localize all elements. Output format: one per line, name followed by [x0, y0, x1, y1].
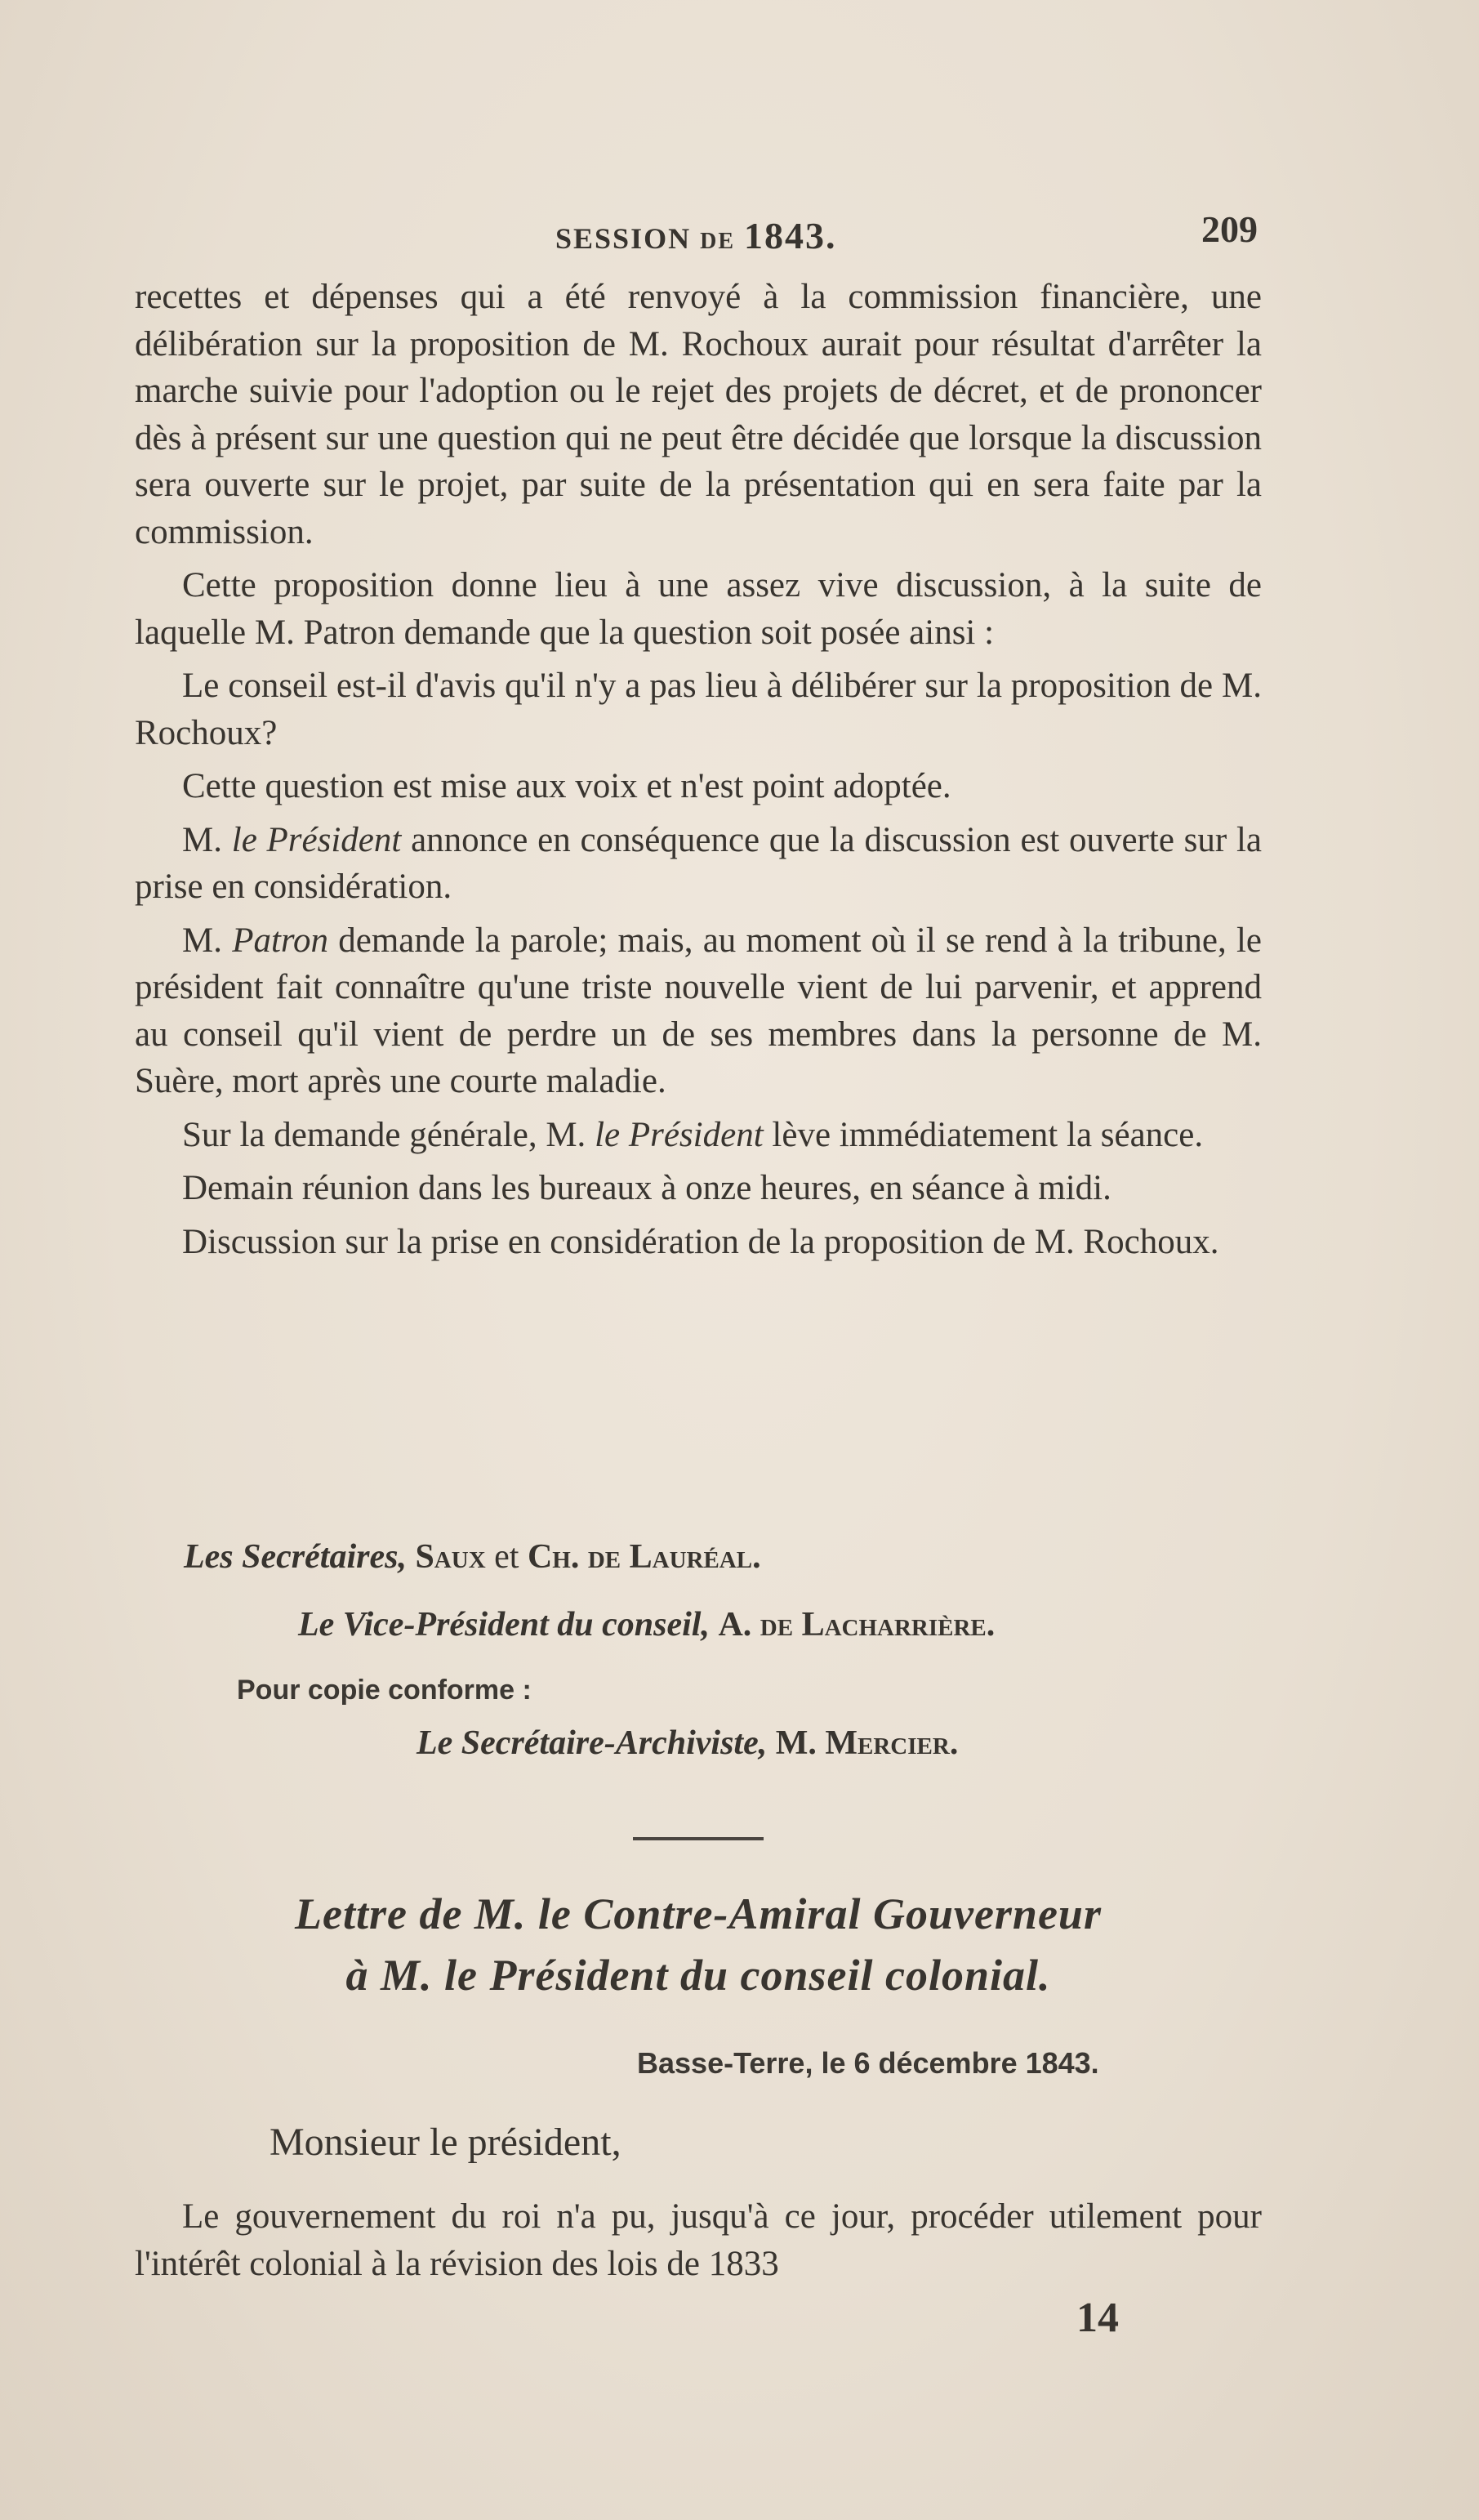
page-number: 209 — [1201, 208, 1258, 250]
letter-paragraph: Le gouvernement du roi n'a pu, jusqu'à ce jour, procéder utilement pour l'intérêt colonial à la révision des lois de 1833 — [135, 2197, 1262, 2283]
paragraph: Discussion sur la prise en considération de la proposition de M. Rochoux. — [182, 1222, 1219, 1261]
text-span: annonce en conséquence que la discussion est ouverte sur la prise en considération. — [135, 820, 1262, 906]
secretaires-name: Saux — [415, 1538, 486, 1576]
italic-name: le Président — [231, 820, 402, 859]
letter-body — [135, 2193, 1262, 2287]
text-span: demande la parole; mais, au moment où il se rend à la tribune, le président fait connaître qu'une triste nouvelle vient de lui parvenir, et apprend au conseil qu'il vient de perdre un de ses membres dans la personne de M. Suère, mort après une courte maladie. — [135, 921, 1262, 1100]
running-title-year: 1843. — [744, 215, 837, 256]
letter-dateline: Basse-Terre, le 6 décembre 1843. — [637, 2046, 1099, 2080]
paragraph: Cette question est mise aux voix et n'est point adoptée. — [182, 767, 951, 805]
running-title — [555, 214, 837, 257]
running-title-de: DE — [700, 229, 735, 254]
signature-archiviste — [417, 1724, 958, 1763]
italic-name: le Président — [595, 1115, 764, 1154]
vp-name: A. de Lacharrière. — [718, 1606, 996, 1644]
secretaires-name: Ch. de Lauréal. — [527, 1538, 761, 1576]
letter-title-line1: Lettre de M. le Contre-Amiral Gouverneur — [295, 1889, 1102, 1938]
paragraph: Le conseil est-il d'avis qu'il n'y a pas lieu à délibérer sur la proposition de M. Rochoux? — [135, 667, 1262, 752]
letter-salutation: Monsieur le président, — [270, 2121, 621, 2164]
vp-label: Le Vice-Président du conseil, — [298, 1606, 710, 1644]
paragraph: recettes et dépenses qui a été renvoyé à la commission financière, une délibération sur la proposition de M. Rochoux aurait pour résultat d'arrêter la marche suivie pour l'adoption ou le rejet des projets de décret, et de prononcer dès à présent sur une question qui ne peut être décidée que lorsque la discussion sera ouverte sur le projet, par suite de la présentation qui en sera faite par la commission. — [135, 278, 1262, 551]
letter-title-line2: à M. le Président du conseil colonial. — [345, 1951, 1051, 2000]
signature-secretaires — [184, 1537, 761, 1577]
archiviste-label: Le Secrétaire-Archiviste, — [417, 1724, 768, 1762]
page-header — [139, 204, 1258, 261]
secretaires-et: et — [494, 1538, 519, 1576]
text-span: Sur la demande générale, M. — [182, 1115, 595, 1154]
body-text — [135, 274, 1262, 1265]
running-title-session: SESSION — [555, 222, 692, 255]
archiviste-name: M. Mercier. — [775, 1724, 959, 1762]
paragraph: Demain réunion dans les bureaux à onze heures, en séance à midi. — [182, 1169, 1111, 1207]
signature-vice-president — [298, 1605, 995, 1644]
secretaires-label: Les Secrétaires, — [184, 1538, 407, 1576]
printer-signature-mark: 14 — [1076, 2295, 1119, 2341]
text-span: M. — [182, 820, 232, 859]
section-divider — [633, 1837, 764, 1840]
paragraph-seance — [135, 1112, 1262, 1159]
text-span: M. — [182, 921, 233, 960]
copy-label: Pour copie conforme : — [237, 1675, 532, 1706]
paragraph-president — [135, 817, 1262, 911]
paragraph-patron — [135, 917, 1262, 1105]
italic-name: Patron — [232, 921, 329, 960]
text-span: lève immédiatement la séance. — [763, 1115, 1204, 1154]
paragraph: Cette proposition donne lieu à une assez vive discussion, à la suite de laquelle M. Patron demande que la question soit posée ainsi : — [135, 566, 1262, 652]
